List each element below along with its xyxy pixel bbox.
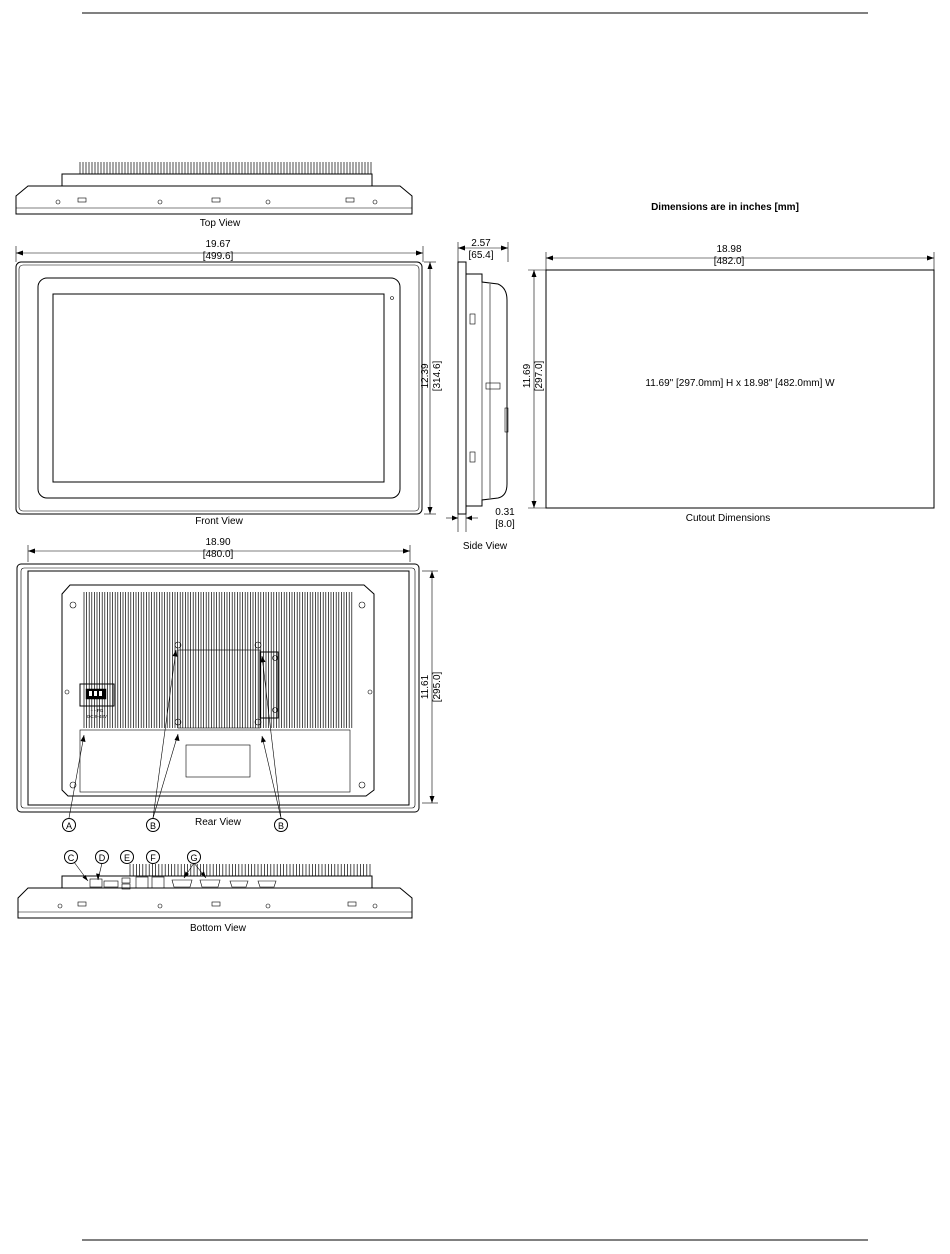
reset-button-icon <box>104 881 118 887</box>
callout-d <box>96 851 109 864</box>
front-width-mm: [499.6] <box>202 251 234 262</box>
svg-text:E: E <box>123 853 131 863</box>
rear-width-mm: [480.0] <box>202 549 234 560</box>
cutout-view-caption: Cutout Dimensions <box>685 513 771 524</box>
svg-text:F: F <box>150 853 156 863</box>
callout-g <box>188 851 201 864</box>
callout-b-left <box>147 819 160 832</box>
side-depth-inches: 2.57 <box>471 238 491 249</box>
ethernet-port-icon <box>152 877 164 888</box>
bottom-view-heatsink-fins <box>130 864 370 876</box>
cutout-width-mm: [482.0] <box>713 256 745 267</box>
side-bezel-mm: [8.0] <box>495 519 515 530</box>
callout-e <box>121 851 134 864</box>
side-view-caption: Side View <box>462 541 508 552</box>
top-view-heatsink-fins <box>80 162 371 174</box>
front-view <box>16 239 443 527</box>
front-view-caption: Front View <box>195 516 243 527</box>
front-width-inches: 19.67 <box>205 239 231 250</box>
callout-a <box>63 819 76 832</box>
power-polarity-label: + - FG <box>90 708 104 713</box>
io-ports <box>90 877 276 889</box>
side-bezel-inches: 0.31 <box>495 507 515 518</box>
rear-height-mm: [295.0] <box>432 671 443 703</box>
cutout-dimensions <box>522 244 934 524</box>
usb-port-icon <box>122 878 130 883</box>
serial-port-icon <box>172 880 192 887</box>
bottom-view-screws <box>58 902 377 908</box>
front-height-mm: [314.6] <box>432 360 443 392</box>
svg-text:B: B <box>149 821 157 831</box>
bottom-view <box>18 851 412 935</box>
serial-port-icon <box>258 881 276 887</box>
callout-b-right <box>275 819 288 832</box>
front-height-inches: 12.39 <box>420 363 431 389</box>
svg-text:G: G <box>190 853 198 863</box>
callout-f <box>147 851 160 864</box>
top-view-screws <box>56 198 377 204</box>
cutout-caption: 11.69" [297.0mm] H x 18.98" [482.0mm] W <box>645 378 835 389</box>
cutout-width-inches: 18.98 <box>716 244 742 255</box>
power-voltage-label: DC 9-48V <box>87 714 107 719</box>
rear-height-inches: 11.61 <box>420 674 431 700</box>
serial-port-icon <box>200 880 220 887</box>
serial-port-icon <box>230 881 248 887</box>
svg-text:A: A <box>65 821 73 831</box>
rear-view-caption: Rear View <box>195 817 241 828</box>
rear-width-inches: 18.90 <box>205 537 231 548</box>
rear-view <box>17 537 443 832</box>
top-view <box>16 162 412 229</box>
svg-text:D: D <box>98 853 106 863</box>
ethernet-port-icon <box>136 877 148 888</box>
side-view <box>446 238 515 552</box>
side-depth-mm: [65.4] <box>468 250 494 261</box>
cutout-height-inches: 11.69 <box>522 363 533 389</box>
svg-text:B: B <box>277 821 285 831</box>
power-led-icon <box>391 297 394 300</box>
units-note: Dimensions are in inches [mm] <box>651 202 799 213</box>
rear-heatsink-fins <box>84 592 352 728</box>
svg-text:C: C <box>67 853 75 863</box>
power-connector-icon <box>90 879 102 887</box>
top-view-caption: Top View <box>199 218 241 229</box>
cutout-height-mm: [297.0] <box>534 360 545 392</box>
bottom-view-caption: Bottom View <box>190 923 246 934</box>
callout-c <box>65 851 78 864</box>
rear-label-plate <box>186 745 250 777</box>
bottom-callout-leaders <box>74 862 206 881</box>
